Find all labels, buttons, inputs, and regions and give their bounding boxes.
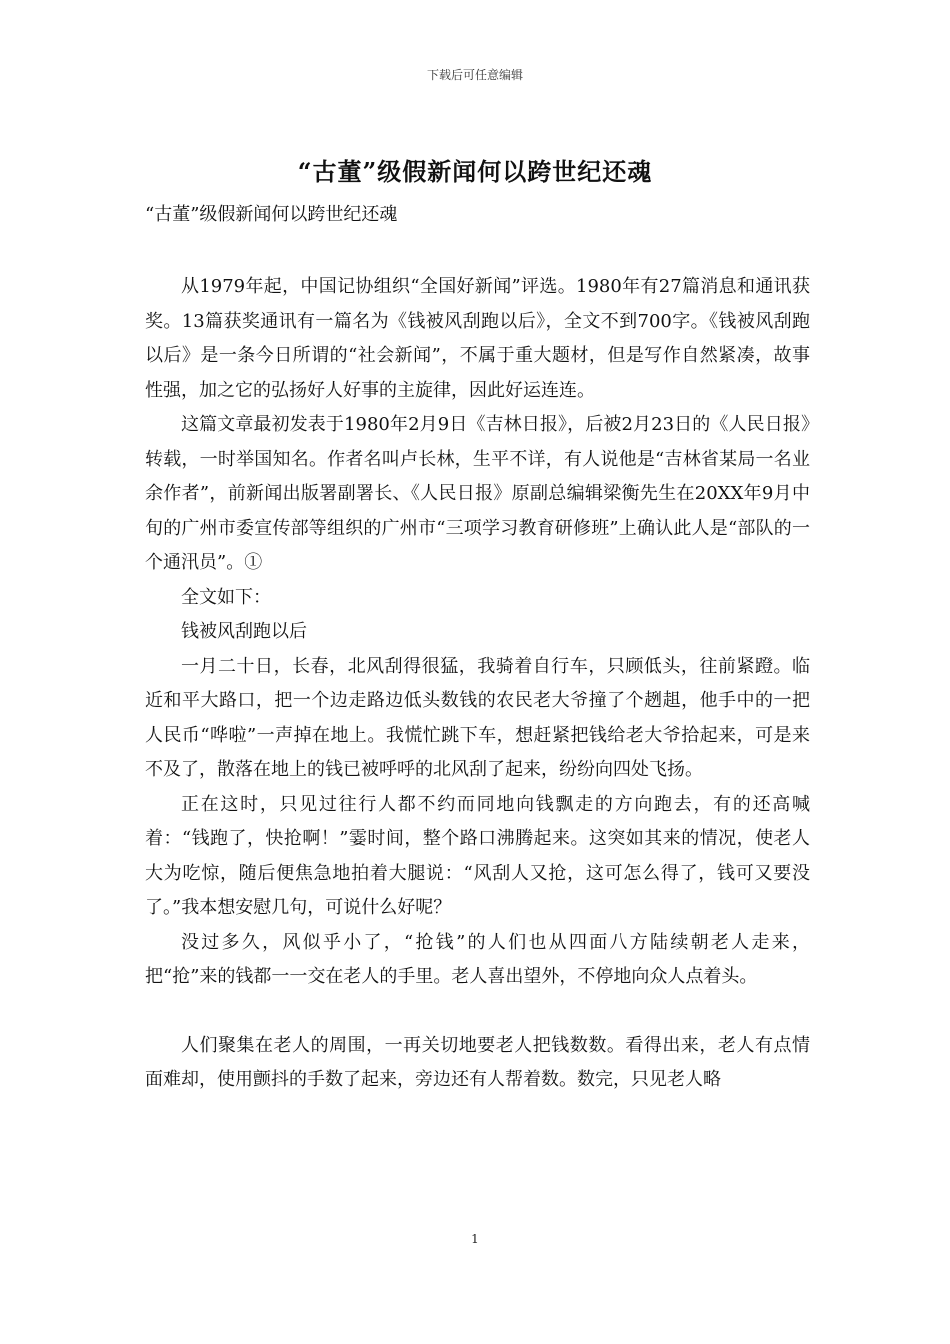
document-body <box>145 270 810 1098</box>
paragraph: 一月二十日，长春，北风刮得很猛，我骑着自行车，只顾低头，往前紧蹬。临近和平大路口，把一个边走路边低头数钱的农民老大爷撞了个趔趄，他手中的一把人民币“哗啦”一声掉在地上。我慌忙跳下车，想赶紧把钱给老大爷拾起来，可是来不及了，散落在地上的钱已被呼呼的北风刮了起来，纷纷向四处飞扬。 <box>145 655 810 780</box>
article-heading: 钱被风刮跑以后 <box>181 621 307 642</box>
paragraph: 这篇文章最初发表于1980年2月9日《吉林日报》，后被2月23日的《人民日报》转载，一时举国知名。作者名叫卢长林，生平不详，有人说他是“吉林省某局一名业余作者”，前新闻出版署副署长、《人民日报》原副总编辑梁衡先生在20XX年9月中旬的广州市委宣传部等组织的广州市“三项学习教育研修班”上确认此人是“部队的一个通汛员”。① <box>145 414 810 573</box>
paragraph: 人们聚集在老人的周围，一再关切地要老人把钱数数。看得出来，老人有点情面难却，使用颤抖的手数了起来，旁边还有人帮着数。数完，只见老人略 <box>145 1034 810 1090</box>
paragraph: 从1979年起，中国记协组织“全国好新闻”评选。1980年有27篇消息和通讯获奖。13篇获奖通讯有一篇名为《钱被风刮跑以后》，全文不到700字。《钱被风刮跑以后》是一条今日所谓的“社会新闻”，不属于重大题材，但是写作自然紧凑，故事性强，加之它的弘扬好人好事的主旋律，因此好运连连。 <box>145 276 810 401</box>
paragraph: 全文如下： <box>181 586 271 608</box>
document-title: “古董”级假新闻何以跨世纪还魂 <box>297 157 653 186</box>
page-number: 1 <box>471 1232 479 1246</box>
paragraph: 没过多久，风似乎小了，“抢钱”的人们也从四面八方陆续朝老人走来，把“抢”来的钱都一一交在老人的手里。老人喜出望外，不停地向众人点着头。 <box>145 931 810 987</box>
paragraph: 正在这时，只见过往行人都不约而同地向钱飘走的方向跑去，有的还高喊着：“钱跑了，快抢啊！”霎时间，整个路口沸腾起来。这突如其来的情况，使老人大为吃惊，随后便焦急地拍着大腿说：“风刮人又抢，这可怎么得了，钱可又要没了。”我本想安慰几句，可说什么好呢？ <box>145 793 810 918</box>
document-subtitle: “古董”级假新闻何以跨世纪还魂 <box>145 204 398 225</box>
page-header: 下载后可任意编辑 <box>426 68 523 82</box>
